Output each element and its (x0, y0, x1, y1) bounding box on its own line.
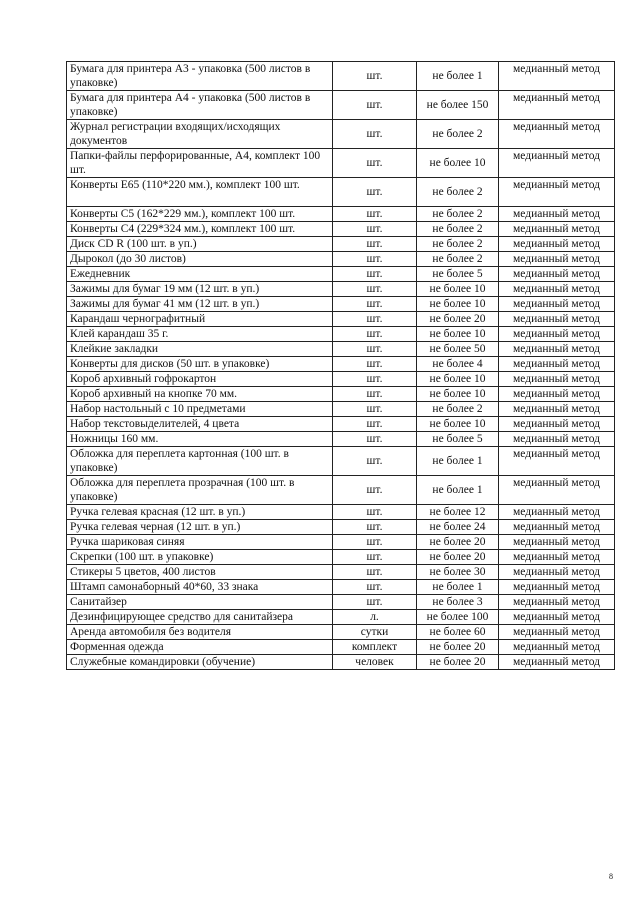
item-name-cell: Стикеры 5 цветов, 400 листов (67, 565, 333, 580)
unit-cell: шт. (333, 327, 417, 342)
method-cell: медианный метод (499, 237, 615, 252)
quantity-cell: не более 2 (417, 120, 499, 149)
quantity-cell: не более 2 (417, 222, 499, 237)
method-cell: медианный метод (499, 267, 615, 282)
item-name-cell: Конверты С5 (162*229 мм.), комплект 100 шт. (67, 207, 333, 222)
unit-cell: человек (333, 655, 417, 670)
quantity-cell: не более 3 (417, 595, 499, 610)
method-cell: медианный метод (499, 282, 615, 297)
quantity-cell: не более 1 (417, 476, 499, 505)
item-name-cell: Журнал регистрации входящих/исходящих документов (67, 120, 333, 149)
method-cell: медианный метод (499, 476, 615, 505)
quantity-cell: не более 10 (417, 282, 499, 297)
quantity-cell: не более 50 (417, 342, 499, 357)
method-cell: медианный метод (499, 505, 615, 520)
unit-cell: комплект (333, 640, 417, 655)
method-cell: медианный метод (499, 520, 615, 535)
method-cell: медианный метод (499, 120, 615, 149)
quantity-cell: не более 1 (417, 580, 499, 595)
unit-cell: шт. (333, 387, 417, 402)
unit-cell: шт. (333, 357, 417, 372)
table-row (67, 476, 615, 505)
method-cell: медианный метод (499, 207, 615, 222)
unit-cell: шт. (333, 312, 417, 327)
item-name-cell: Клейкие закладки (67, 342, 333, 357)
quantity-cell: не более 20 (417, 550, 499, 565)
quantity-cell: не более 12 (417, 505, 499, 520)
unit-cell: шт. (333, 62, 417, 91)
item-name-cell: Санитайзер (67, 595, 333, 610)
norms-table (66, 61, 615, 670)
item-name-cell: Набор настольный с 10 предметами (67, 402, 333, 417)
item-name-cell: Дезинфицирующее средство для санитайзера (67, 610, 333, 625)
method-cell: медианный метод (499, 565, 615, 580)
quantity-cell: не более 30 (417, 565, 499, 580)
table-row (67, 222, 615, 237)
item-name-cell: Скрепки (100 шт. в упаковке) (67, 550, 333, 565)
quantity-cell: не более 5 (417, 432, 499, 447)
quantity-cell: не более 1 (417, 62, 499, 91)
method-cell: медианный метод (499, 149, 615, 178)
unit-cell: шт. (333, 149, 417, 178)
table-row (67, 372, 615, 387)
item-name-cell: Короб архивный гофрокартон (67, 372, 333, 387)
item-name-cell: Ручка гелевая черная (12 шт. в уп.) (67, 520, 333, 535)
table-row (67, 237, 615, 252)
table-row (67, 520, 615, 535)
item-name-cell: Зажимы для бумаг 19 мм (12 шт. в уп.) (67, 282, 333, 297)
table-row (67, 387, 615, 402)
table-row (67, 342, 615, 357)
item-name-cell: Конверты С4 (229*324 мм.), комплект 100 шт. (67, 222, 333, 237)
table-row (67, 207, 615, 222)
table-row (67, 505, 615, 520)
unit-cell: шт. (333, 432, 417, 447)
quantity-cell: не более 2 (417, 402, 499, 417)
table-row (67, 565, 615, 580)
table-row (67, 327, 615, 342)
unit-cell: шт. (333, 417, 417, 432)
method-cell: медианный метод (499, 610, 615, 625)
unit-cell: шт. (333, 178, 417, 207)
quantity-cell: не более 60 (417, 625, 499, 640)
unit-cell: шт. (333, 342, 417, 357)
method-cell: медианный метод (499, 312, 615, 327)
table-row (67, 595, 615, 610)
unit-cell: шт. (333, 565, 417, 580)
method-cell: медианный метод (499, 357, 615, 372)
method-cell: медианный метод (499, 625, 615, 640)
unit-cell: л. (333, 610, 417, 625)
quantity-cell: не более 10 (417, 327, 499, 342)
table-row (67, 610, 615, 625)
method-cell: медианный метод (499, 252, 615, 267)
quantity-cell: не более 20 (417, 655, 499, 670)
item-name-cell: Служебные командировки (обучение) (67, 655, 333, 670)
table-row (67, 357, 615, 372)
table-row (67, 120, 615, 149)
quantity-cell: не более 24 (417, 520, 499, 535)
method-cell: медианный метод (499, 535, 615, 550)
table-row (67, 625, 615, 640)
method-cell: медианный метод (499, 432, 615, 447)
unit-cell: шт. (333, 520, 417, 535)
unit-cell: шт. (333, 402, 417, 417)
method-cell: медианный метод (499, 62, 615, 91)
quantity-cell: не более 4 (417, 357, 499, 372)
method-cell: медианный метод (499, 327, 615, 342)
quantity-cell: не более 1 (417, 447, 499, 476)
unit-cell: сутки (333, 625, 417, 640)
method-cell: медианный метод (499, 387, 615, 402)
table-row (67, 550, 615, 565)
item-name-cell: Дырокол (до 30 листов) (67, 252, 333, 267)
quantity-cell: не более 10 (417, 297, 499, 312)
quantity-cell: не более 150 (417, 91, 499, 120)
unit-cell: шт. (333, 237, 417, 252)
item-name-cell: Ножницы 160 мм. (67, 432, 333, 447)
table-row (67, 640, 615, 655)
table-row (67, 312, 615, 327)
item-name-cell: Бумага для принтера А4 - упаковка (500 листов в упаковке) (67, 91, 333, 120)
unit-cell: шт. (333, 267, 417, 282)
method-cell: медианный метод (499, 417, 615, 432)
item-name-cell: Папки-файлы перфорированные, А4, комплект 100 шт. (67, 149, 333, 178)
item-name-cell: Диск CD R (100 шт. в уп.) (67, 237, 333, 252)
unit-cell: шт. (333, 580, 417, 595)
quantity-cell: не более 10 (417, 387, 499, 402)
item-name-cell: Конверты для дисков (50 шт. в упаковке) (67, 357, 333, 372)
method-cell: медианный метод (499, 342, 615, 357)
table-row (67, 432, 615, 447)
quantity-cell: не более 2 (417, 178, 499, 207)
table-row (67, 252, 615, 267)
item-name-cell: Обложка для переплета прозрачная (100 шт. в упаковке) (67, 476, 333, 505)
item-name-cell: Бумага для принтера А3 - упаковка (500 листов в упаковке) (67, 62, 333, 91)
page-number: 8 (609, 872, 613, 881)
method-cell: медианный метод (499, 91, 615, 120)
unit-cell: шт. (333, 447, 417, 476)
item-name-cell: Аренда автомобиля без водителя (67, 625, 333, 640)
table-row (67, 91, 615, 120)
item-name-cell: Форменная одежда (67, 640, 333, 655)
table-row (67, 267, 615, 282)
method-cell: медианный метод (499, 447, 615, 476)
item-name-cell: Набор текстовыделителей, 4 цвета (67, 417, 333, 432)
unit-cell: шт. (333, 222, 417, 237)
quantity-cell: не более 100 (417, 610, 499, 625)
quantity-cell: не более 2 (417, 252, 499, 267)
method-cell: медианный метод (499, 222, 615, 237)
unit-cell: шт. (333, 91, 417, 120)
method-cell: медианный метод (499, 655, 615, 670)
method-cell: медианный метод (499, 297, 615, 312)
method-cell: медианный метод (499, 372, 615, 387)
method-cell: медианный метод (499, 402, 615, 417)
quantity-cell: не более 10 (417, 149, 499, 178)
item-name-cell: Короб архивный на кнопке 70 мм. (67, 387, 333, 402)
unit-cell: шт. (333, 282, 417, 297)
method-cell: медианный метод (499, 640, 615, 655)
quantity-cell: не более 10 (417, 372, 499, 387)
item-name-cell: Ручка шариковая синяя (67, 535, 333, 550)
method-cell: медианный метод (499, 580, 615, 595)
item-name-cell: Конверты Е65 (110*220 мм.), комплект 100 шт. (67, 178, 333, 207)
table-row (67, 402, 615, 417)
table-row (67, 62, 615, 91)
table-row (67, 655, 615, 670)
table-row (67, 417, 615, 432)
quantity-cell: не более 5 (417, 267, 499, 282)
table-row (67, 535, 615, 550)
quantity-cell: не более 20 (417, 312, 499, 327)
method-cell: медианный метод (499, 178, 615, 207)
quantity-cell: не более 20 (417, 535, 499, 550)
quantity-cell: не более 20 (417, 640, 499, 655)
quantity-cell: не более 2 (417, 237, 499, 252)
table-body (67, 62, 615, 670)
table-row (67, 580, 615, 595)
item-name-cell: Ручка гелевая красная (12 шт. в уп.) (67, 505, 333, 520)
table-row (67, 178, 615, 207)
unit-cell: шт. (333, 535, 417, 550)
unit-cell: шт. (333, 550, 417, 565)
method-cell: медианный метод (499, 550, 615, 565)
table-row (67, 149, 615, 178)
method-cell: медианный метод (499, 595, 615, 610)
unit-cell: шт. (333, 297, 417, 312)
quantity-cell: не более 2 (417, 207, 499, 222)
unit-cell: шт. (333, 595, 417, 610)
item-name-cell: Ежедневник (67, 267, 333, 282)
quantity-cell: не более 10 (417, 417, 499, 432)
table-row (67, 447, 615, 476)
item-name-cell: Обложка для переплета картонная (100 шт. в упаковке) (67, 447, 333, 476)
table-row (67, 282, 615, 297)
unit-cell: шт. (333, 120, 417, 149)
unit-cell: шт. (333, 252, 417, 267)
unit-cell: шт. (333, 207, 417, 222)
item-name-cell: Клей карандаш 35 г. (67, 327, 333, 342)
unit-cell: шт. (333, 372, 417, 387)
table-row (67, 297, 615, 312)
item-name-cell: Карандаш чернографитный (67, 312, 333, 327)
unit-cell: шт. (333, 476, 417, 505)
item-name-cell: Штамп самонаборный 40*60, 33 знака (67, 580, 333, 595)
unit-cell: шт. (333, 505, 417, 520)
item-name-cell: Зажимы для бумаг 41 мм (12 шт. в уп.) (67, 297, 333, 312)
